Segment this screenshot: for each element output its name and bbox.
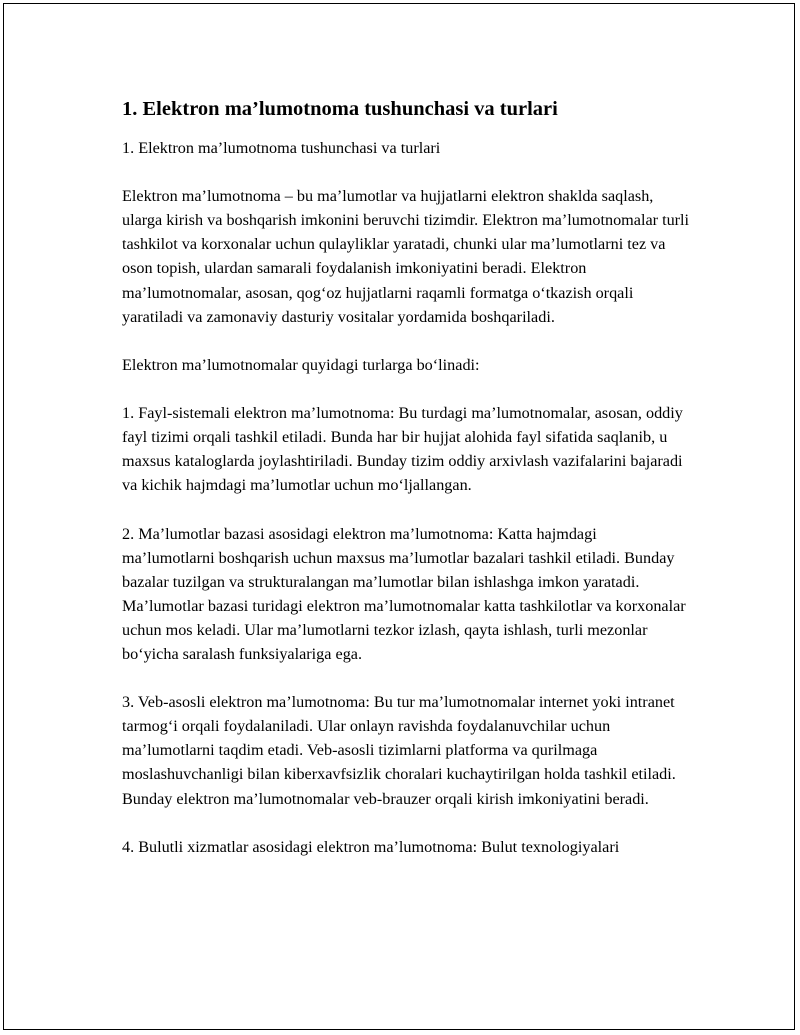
paragraph-types-intro: Elektron ma’lumotnomalar quyidagi turlarga bo‘linadi: xyxy=(122,355,480,374)
paragraph-type-database: 2. Ma’lumotlar bazasi asosidagi elektron ma’lumotnoma: Katta hajmdagi ma’lumotlarni boshqarish uchun maxsus ma’lumotlar bazalari tashkil etiladi. Bunday bazalar tuzilgan va strukturalangan ma’lumotlar bilan ishlashga imkon yaratadi. Ma’lumotlar bazasi turidagi elektron ma’lumotnomalar katta tashkilotlar va korxonalar uchun mos keladi. Ular ma’lumotlarni tezkor izlash, qayta ishlash, turli mezonlar bo‘yicha saralash funksiyalariga ega. xyxy=(122,524,686,663)
document-body xyxy=(122,96,692,883)
page-frame xyxy=(3,3,795,1030)
document-heading: 1. Elektron ma’lumotnoma tushunchasi va turlari xyxy=(122,98,558,120)
paragraph-type-file-system: 1. Fayl-sistemali elektron ma’lumotnoma: Bu turdagi ma’lumotnomalar, asosan, oddiy fayl tizimi orqali tashkil etiladi. Bunda har bir hujjat alohida fayl sifatida saqlanib, u maxsus kataloglarda joylashtiriladi. Bunday tizim oddiy arxivlash vazifalarini bajaradi va kichik hajmdagi ma’lumotlar uchun mo‘ljallangan. xyxy=(122,404,683,495)
section-subheading: 1. Elektron ma’lumotnoma tushunchasi va turlari xyxy=(122,139,441,157)
paragraph-type-web: 3. Veb-asosli elektron ma’lumotnoma: Bu tur ma’lumotnomalar internet yoki intranet tarmog‘i orqali foydalaniladi. Ular onlayn ravishda foydalanuvchilar uchun ma’lumotlarni taqdim etadi. Veb-asosli tizimlarni platforma va qurilmaga moslashuvchanligi bilan kiberxavfsizlik choralari kuchaytirilgan holda tashkil etiladi. Bunday elektron ma’lumotnomalar veb-brauzer orqali kirish imkoniyatini beradi. xyxy=(122,693,676,808)
paragraph-type-cloud: 4. Bulutli xizmatlar asosidagi elektron ma’lumotnoma: Bulut texnologiyalari xyxy=(122,837,620,856)
paragraph-definition: Elektron ma’lumotnoma – bu ma’lumotlar va hujjatlarni elektron shaklda saqlash, ularga kirish va boshqarish imkonini beruvchi tizimdir. Elektron ma’lumotnomalar turli tashkilot va korxonalar uchun qulayliklar yaratadi, chunki ular ma’lumotlarni tez va oson topish, ulardan samarali foydalanish imkoniyatini beradi. Elektron ma’lumotnomalar, asosan, qog‘oz hujjatlarni raqamli formatga o‘tkazish orqali yaratiladi va zamonaviy dasturiy vositalar yordamida boshqariladi. xyxy=(122,187,690,326)
